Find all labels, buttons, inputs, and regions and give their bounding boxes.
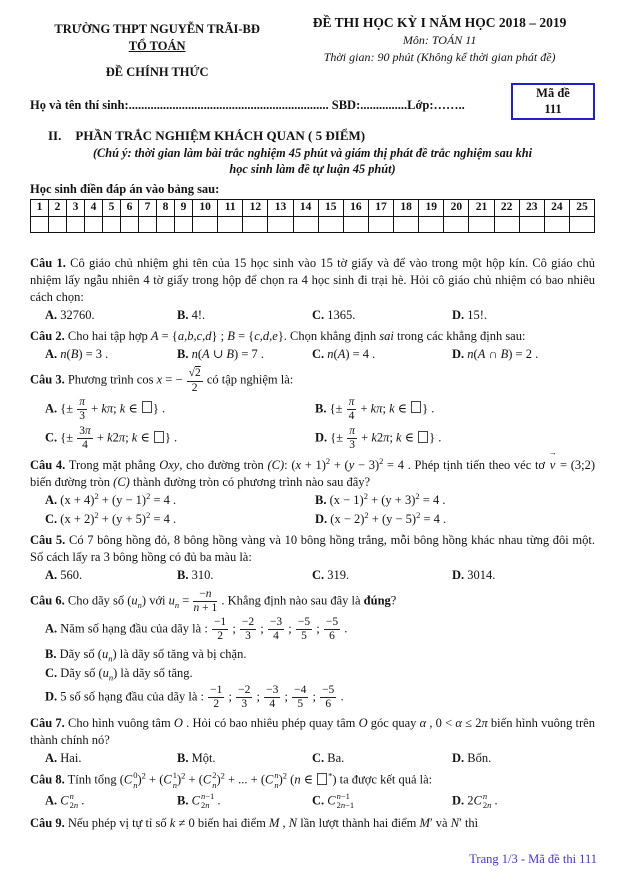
answer-number-cell: 15 (318, 200, 343, 217)
number-set-symbol (411, 401, 421, 413)
option-B: B. Dãy số $(u_n)$ là dãy số tăng và bị chặn. (45, 646, 247, 664)
question-9 (30, 815, 595, 832)
answer-number-cell: 13 (268, 200, 293, 217)
section-title: PHẦN TRẮC NGHIỆM KHÁCH QUAN ( 5 ĐIỂM) (75, 128, 366, 143)
answer-number-cell: 8 (157, 200, 175, 217)
options (45, 306, 595, 325)
option-B: B. 310. (177, 567, 214, 582)
question-label: Câu 9. (30, 816, 65, 831)
answer-blank-cell (494, 216, 519, 233)
question-stem: Câu 2. Cho hai tập hợp A = {a,b,c,d} ; B = {c,d,e}. Chọn khẳng định sai trong các khẳng định sau: (30, 329, 526, 344)
answer-number-cell: 9 (175, 200, 193, 217)
vector-symbol: → v (549, 457, 557, 474)
option-C: C. {± $\frac{3\pi}{4}$ + k2π; k ∈ } . (45, 425, 178, 452)
answer-number-cell: 25 (569, 200, 594, 217)
question-label: Câu 6. (30, 593, 65, 608)
answer-number-cell: 2 (49, 200, 67, 217)
answer-blank-cell (368, 216, 393, 233)
answer-blank-cell (85, 216, 103, 233)
question-4 (30, 457, 595, 529)
exam-code-box (511, 83, 595, 120)
answer-number-cell: 5 (103, 200, 121, 217)
question-2 (30, 328, 595, 364)
answer-blank-cell (67, 216, 85, 233)
question-stem: Câu 6. Cho dãy số $(u_n)$ với $u_n$ = $\frac{-n}{n + 1}$ . Khẳng định nào sau đây là đúng? (30, 587, 397, 614)
option-A: A. Hai. (45, 750, 82, 765)
answer-number-cell: 21 (469, 200, 494, 217)
option-D: D. n(A ∩ B) = 2 . (452, 347, 539, 362)
option-D: D. 15!. (452, 308, 488, 323)
answer-table (30, 199, 595, 233)
exam-code-value: 111 (544, 101, 562, 116)
answer-blank-cell (31, 216, 49, 233)
option-C: C. C n−1 2n−1 (312, 790, 355, 811)
options (45, 749, 595, 768)
question-label: Câu 1. (30, 256, 66, 271)
question-stem: Câu 9. Nếu phép vị tự tỉ số k ≠ 0 biến hai điểm M , N lần lượt thành hai điểm M′ và N′ thì (30, 816, 479, 831)
answer-blank-cell (444, 216, 469, 233)
section-heading (30, 127, 595, 145)
answer-number-cell: 7 (139, 200, 157, 217)
answer-blank-cell (469, 216, 494, 233)
answer-number-cell: 12 (243, 200, 268, 217)
question-5 (30, 532, 595, 585)
answer-number-cell: 4 (85, 200, 103, 217)
question-stem: Câu 7. Cho hình vuông tâm O . Hỏi có bao nhiêu phép quay tâm O góc quay α , 0 < α ≤ 2π biến hình vuông trên thành chính nó? (30, 715, 595, 747)
question-stem: Câu 3. Phương trình cos x = − $\frac{√2}{2}$ có tập nghiệm là: (30, 367, 294, 394)
option-C: C. 1365. (312, 308, 356, 323)
option-A: A. {± $\frac{\pi}{3}$ + kπ; k ∈ } . (45, 395, 166, 423)
option-B: B. $(x - 1)^2 + (y + 3)^2 = 4$ . (315, 490, 446, 507)
option-B: B. n(A ∪ B) = 7 . (177, 347, 264, 362)
option-B: B. 4!. (177, 308, 206, 323)
question-stem: Câu 5. Có 7 bông hồng đỏ, 8 bông hồng vàng và 10 bông hồng trắng, mỗi bông hồng khác nhau từng đôi một. Số cách lấy ra 3 bông hồng có đủ ba màu là: (30, 532, 596, 564)
option-C: C. Ba. (312, 750, 345, 765)
option-A: A. n(B) = 3 . (45, 347, 109, 362)
exam-title: ĐỀ THI HỌC KỲ I NĂM HỌC 2018 – 2019 (312, 15, 567, 30)
options (45, 791, 595, 813)
answer-blank-cell (569, 216, 594, 233)
answer-blank-cell (419, 216, 444, 233)
student-info-row (30, 81, 595, 127)
question-1 (30, 255, 595, 325)
exam-type: ĐỀ CHÍNH THỨC (105, 65, 209, 79)
option-A: A. Năm số hạng đầu của dãy là : $\frac{-1}{2}$ ; $\frac{-2}{3}$ ; $\frac{-3}{4}$ ; $\frac{-5}{5}$ ; $\frac{-5}{6}$ . (45, 616, 348, 643)
option-A: A. C n 2n . (45, 790, 85, 811)
option-A: A. $(x + 4)^2 + (y - 1)^2 = 4$ . (45, 490, 177, 507)
number-set-symbol (317, 773, 327, 785)
subject-line: Môn: TOÁN 11 (402, 33, 477, 48)
answer-blank-cell (193, 216, 218, 233)
exam-code-label: Mã đề (536, 86, 570, 100)
answer-number-cell: 17 (368, 200, 393, 217)
answer-blank-cell (519, 216, 544, 233)
question-stem: Câu 8. Tính tổng (C 0 n )$^2$ + (C 1 n )$^2$ + (C 2 n )$^2$ + ... + (C n n )$^2$ (n ∈ *) ta được kết quả là: (30, 769, 433, 790)
answer-blank-cell (157, 216, 175, 233)
duration-line: Thời gian: 90 phút (Không kể thời gian phát đề) (323, 49, 556, 64)
answer-number-row (31, 200, 595, 217)
answer-blank-cell (394, 216, 419, 233)
answer-blank-cell (318, 216, 343, 233)
question-stem: Câu 4. Trong mặt phẳng Oxy, cho đường tròn (C): $(x + 1)^2 + (y - 3)^2 = 4$ . Phép tịnh tiến theo véc tơ → v = (3;2) biến đường tròn (C) thành đường tròn có phương trình nào sau đây? (30, 457, 595, 491)
number-set-symbol (142, 401, 152, 413)
answer-number-cell: 1 (31, 200, 49, 217)
option-A: A. 32760. (45, 308, 95, 323)
answer-blank-cell (49, 216, 67, 233)
option-A: A. 560. (45, 567, 83, 582)
answer-number-cell: 23 (519, 200, 544, 217)
answer-blank-cell (243, 216, 268, 233)
question-stem: Câu 1. Cô giáo chủ nhiệm ghi tên của 15 học sinh vào 15 tờ giấy và để vào trong một hộp kín. Cô giáo chủ nhiệm lấy ngẫu nhiên 4 tờ giấy trong hộp để chọn ra 4 học sinh đi trại hè. Hỏi cô giáo chủ nhiệm có bao nhiêu cách chọn: (30, 256, 595, 305)
answer-blank-cell (218, 216, 243, 233)
options (45, 615, 595, 712)
question-7 (30, 715, 595, 768)
option-C: C. $(x + 2)^2 + (y + 5)^2 = 4$ . (45, 509, 177, 526)
answer-number-cell: 14 (293, 200, 318, 217)
answer-blank-cell (343, 216, 368, 233)
exam-title-block (284, 14, 595, 81)
option-B: B. C n−1 2n . (177, 790, 221, 811)
page-footer: Trang 1/3 - Mã đề thi 111 (469, 852, 597, 866)
note-line-1: (Chú ý: thời gian làm bài trắc nghiệm 45 phút và giám thị phát đề trắc nghiệm sau khi (92, 145, 533, 160)
options (45, 491, 595, 529)
answer-table-label: Học sinh điền đáp án vào bảng sau: (30, 182, 220, 197)
options (45, 345, 595, 364)
options (45, 395, 595, 454)
school-name: TRƯỜNG THPT NGUYỄN TRÃI-BĐ (54, 22, 260, 36)
answer-number-cell: 11 (218, 200, 243, 217)
answer-blank-cell (175, 216, 193, 233)
answer-number-cell: 20 (444, 200, 469, 217)
student-info-line: Họ và tên thí sinh:................................................................ SBD:...............Lớp:…….. (30, 98, 465, 112)
option-D: D. 5 số số hạng đầu của dãy là : $\frac{-1}{2}$ ; $\frac{-2}{3}$ ; $\frac{-3}{4}$ ; $\frac{-4}{5}$ ; $\frac{-5}{6}$ . (45, 683, 344, 710)
section-number: II. (48, 128, 62, 143)
school-block (30, 14, 284, 81)
question-label: Câu 2. (30, 329, 65, 344)
answer-blank-cell (139, 216, 157, 233)
answer-blank-cell (268, 216, 293, 233)
question-6 (30, 588, 595, 712)
question-label: Câu 7. (30, 715, 65, 730)
question-label: Câu 3. (30, 372, 65, 387)
answer-number-cell: 3 (67, 200, 85, 217)
answer-number-cell: 19 (419, 200, 444, 217)
question-label: Câu 5. (30, 532, 66, 547)
header (30, 14, 595, 81)
answer-blank-cell (121, 216, 139, 233)
question-label: Câu 4. (30, 457, 66, 472)
questions (30, 255, 595, 832)
answer-blank-cell (544, 216, 569, 233)
option-D: D. 3014. (452, 567, 496, 582)
option-C: C. n(A) = 4 . (312, 347, 376, 362)
answer-number-cell: 6 (121, 200, 139, 217)
option-B: B. Một. (177, 750, 216, 765)
option-D: D. Bốn. (452, 750, 492, 765)
option-D: D. 2C n 2n . (452, 790, 498, 811)
note-line-2: học sinh làm đề tự luận 45 phút) (229, 162, 396, 177)
option-D: D. {± $\frac{\pi}{3}$ + k2π; k ∈ } . (315, 425, 442, 452)
answer-number-cell: 10 (193, 200, 218, 217)
answer-blank-cell (103, 216, 121, 233)
answer-blank-cell (293, 216, 318, 233)
answer-blank-row (31, 216, 595, 233)
option-C: C. Dãy số $(u_n)$ là dãy số tăng. (45, 665, 193, 683)
answer-number-cell: 18 (394, 200, 419, 217)
option-C: C. 319. (312, 567, 350, 582)
answer-number-cell: 16 (343, 200, 368, 217)
option-D: D. $(x - 2)^2 + (y - 5)^2 = 4$ . (315, 509, 447, 526)
number-set-symbol (418, 431, 428, 443)
answer-number-cell: 24 (544, 200, 569, 217)
question-label: Câu 8. (30, 772, 65, 787)
number-set-symbol (154, 431, 164, 443)
options (45, 566, 595, 585)
question-3 (30, 367, 595, 453)
question-8 (30, 771, 595, 812)
answer-number-cell: 22 (494, 200, 519, 217)
option-B: B. {± $\frac{\pi}{4}$ + kπ; k ∈ } . (315, 395, 435, 423)
department-name: TỔ TOÁN (128, 39, 186, 53)
